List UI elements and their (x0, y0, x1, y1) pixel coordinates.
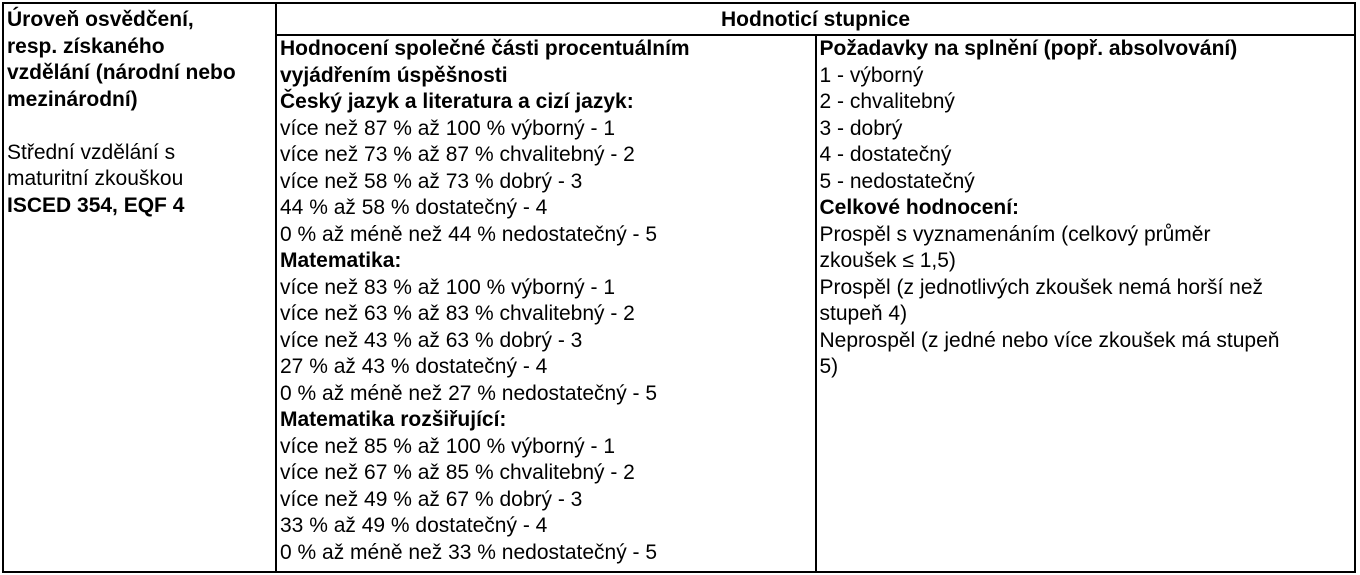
group-row: více než 67 % až 85 % chvalitebný - 2 (280, 461, 635, 484)
group-row: více než 43 % až 63 % dobrý - 3 (280, 328, 583, 352)
group-title-czech-foreign: Český jazyk a literatura a cizí jazyk: (280, 90, 634, 113)
level-header-line-1: Úroveň osvědčení, (7, 8, 194, 31)
group-row: 44 % až 58 % dostatečný - 4 (280, 196, 548, 219)
grade-item: 3 - dobrý (819, 116, 903, 140)
overall-line: 5) (819, 355, 839, 378)
level-code: ISCED 354, EQF 4 (7, 193, 185, 217)
common-part-cell (276, 35, 816, 572)
level-header-line-4: mezinárodní) (7, 87, 138, 111)
group-row: více než 83 % až 100 % výborný - 1 (280, 275, 616, 299)
level-name-line-1: Střední vzdělání s (7, 140, 176, 164)
group-row: více než 87 % až 100 % výborný - 1 (280, 116, 616, 140)
common-heading-line-1: Hodnocení společné části procentuálním (280, 37, 690, 60)
group-row: více než 85 % až 100 % výborný - 1 (280, 434, 616, 458)
requirements-cell (816, 35, 1356, 572)
group-row: více než 58 % až 73 % dobrý - 3 (280, 169, 583, 193)
grade-item: 2 - chvalitebný (819, 90, 955, 113)
group-row: 33 % až 49 % dostatečný - 4 (280, 514, 548, 537)
group-row: 27 % až 43 % dostatečný - 4 (280, 355, 548, 378)
grade-item: 4 - dostatečný (819, 143, 952, 166)
group-title-math-extended: Matematika rozšiřující: (280, 408, 507, 431)
overall-line: zkoušek ≤ 1,5) (819, 249, 956, 272)
group-row: více než 63 % až 83 % chvalitebný - 2 (280, 302, 635, 325)
group-row: více než 73 % až 87 % chvalitebný - 2 (280, 143, 635, 166)
group-title-math: Matematika: (280, 249, 402, 272)
group-row: 0 % až méně než 27 % nedostatečný - 5 (280, 381, 658, 405)
group-row: 0 % až méně než 33 % nedostatečný - 5 (280, 540, 658, 564)
level-header-line-3: vzdělání (národní nebo (7, 61, 236, 84)
level-name-line-2: maturitní zkouškou (7, 167, 184, 190)
group-row: více než 49 % až 67 % dobrý - 3 (280, 487, 583, 511)
requirements-heading: Požadavky na splnění (popř. absolvování) (819, 37, 1238, 60)
overall-line: Prospěl s vyznamenáním (celkový průměr (819, 222, 1211, 246)
overall-line: Prospěl (z jednotlivých zkoušek nemá horší než (819, 275, 1264, 299)
level-header-line-2: resp. získaného (7, 34, 165, 58)
grade-item: 1 - výborný (819, 63, 924, 87)
overall-line: Neprospěl (z jedné nebo více zkoušek má stupeň (819, 328, 1280, 352)
grading-table (2, 2, 1356, 573)
common-heading-line-2: vyjádřením úspěšnosti (280, 63, 508, 87)
scale-title: Hodnoticí stupnice (276, 3, 1355, 35)
overall-line: stupeň 4) (819, 302, 908, 325)
education-level-cell (3, 3, 276, 572)
group-row: 0 % až méně než 44 % nedostatečný - 5 (280, 222, 658, 246)
grade-item: 5 - nedostatečný (819, 169, 975, 193)
overall-title: Celkové hodnocení: (819, 196, 1020, 219)
